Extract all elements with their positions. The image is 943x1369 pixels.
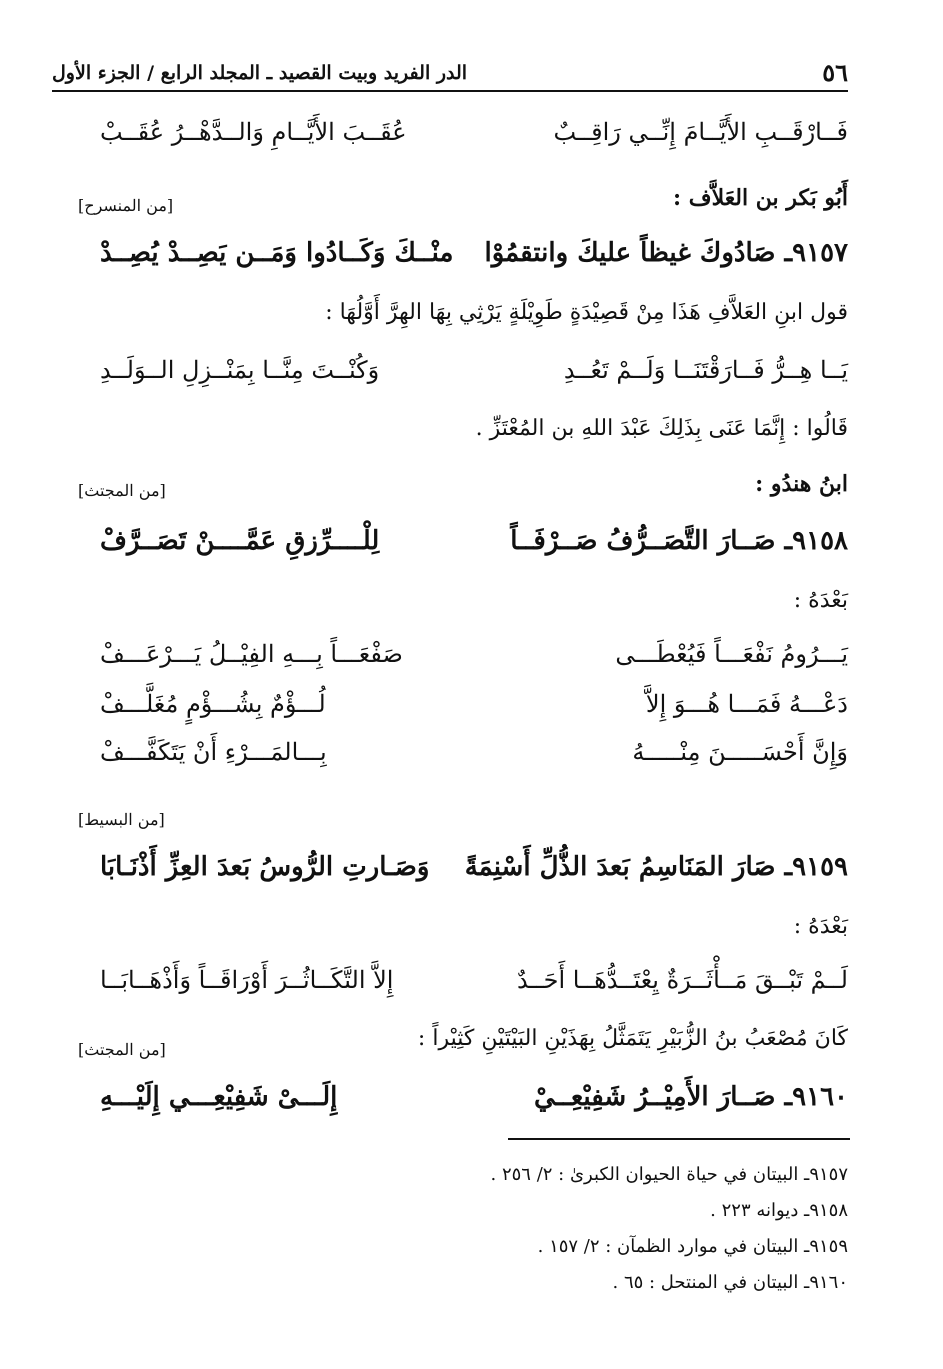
verse-line <box>100 238 848 278</box>
commentary-text: قول ابنِ العَلاَّفِ هَذَا مِنْ قَصِيْدَةٍ طَوِيْلَةٍ يَرْثِي بِهَا الهِرَّ أَوَّلُهَا : <box>325 300 848 325</box>
commentary-text: بَعْدَهُ : <box>793 914 848 939</box>
verse-second-hemistich: إِلاَّ التَّكَــاثُــرَ أَوْرَاقَــاً وَأَذْهَــابَــا <box>100 966 394 994</box>
verse-second-hemistich: بِـــالمَـــرْءِ أَنْ يَتَكَفَّـــفْ <box>100 738 327 766</box>
verse-first-hemistich: فَــارْقَــبِ الأَيَّــامَ إِنِّــي رَاقِــبٌ <box>553 118 848 146</box>
verse-second-hemistich: وَكُنْــتَ مِنَّــا بِمَنْــزِلِ الــوَلَــدِ <box>100 356 380 384</box>
verse-line <box>100 526 848 566</box>
footnote: ٩١٦٠ـ البيتان في المنتحل : ٦٥ . <box>612 1272 848 1293</box>
verse-line <box>100 738 848 778</box>
verse-line <box>100 966 848 1006</box>
commentary-text: قَالُوا : إِنَّمَا عَنَى بِذَلِكَ عَبْدَ اللهِ بن المُعْتَزِّ . <box>475 416 848 441</box>
commentary-text: بَعْدَهُ : <box>793 588 848 613</box>
verse-line <box>100 118 848 158</box>
meter-label: [من المنسرح] <box>78 196 174 215</box>
verse-first-hemistich: يَــا هِــرُّ فَــارَقْتَنَــا وَلَــمْ تَعُــدِ <box>563 356 848 384</box>
verse-line <box>100 356 848 396</box>
footnote-divider <box>508 1138 850 1140</box>
verse-line <box>100 1082 848 1122</box>
verse-first-hemistich: ٩١٥٩ـ صَارَ المَنَاسِمُ بَعدَ الذُّلِّ أَسْنِمَةً <box>464 852 848 882</box>
verse-second-hemistich: لِلْــــرِّزقِ عَمَّــــنْ تَصَــرَّفْ <box>100 526 380 556</box>
verse-line <box>100 852 848 892</box>
verse-second-hemistich: وَصَـارتِ الرُّوسُ بَعدَ العِزِّ أَذْنَـابَا <box>100 852 430 882</box>
poet-intro: أَبُو بَكر بن العَلاَّف : <box>672 185 848 211</box>
meter-label: [من المجتث] <box>78 1040 166 1059</box>
verse-second-hemistich: عُقَــبَ الأَيَّــامِ وَالــدَّهْــرُ عُقَــبْ <box>100 118 407 146</box>
verse-first-hemistich: لَــمْ تَبْــقَ مَــأْثَــرَةٌ يِعْتَــدُّهَــا أَحَــدٌ <box>516 966 848 994</box>
running-title: الدر الفريد وبيت القصيد ـ المجلد الرابع / الجزء الأول <box>52 62 468 84</box>
commentary-text: كَانَ مُصْعَبُ بنُ الزُّبَيْرِ يَتَمَثَّلُ بِهَذَيْنِ البَيْتَيْنِ كَثِيْراً : <box>417 1026 848 1051</box>
verse-second-hemistich: منْــكَ وَكَــادُوا وَمَــن يَصِــدْ يُصِــدْ <box>100 238 454 268</box>
verse-first-hemistich: يَـــرُومُ نَفْعَـــاً فَيُعْطَـــى <box>615 640 848 668</box>
poet-intro: ابنُ هندُو : <box>755 471 848 497</box>
verse-first-hemistich: دَعْـــهُ فَمَـــا هُـــوَ إِلاَّ <box>645 690 848 718</box>
verse-first-hemistich: ٩١٥٧ـ صَادُوكَ غيظاً عليكَ وانتقمُوْا <box>484 238 848 268</box>
page-header <box>52 58 848 92</box>
meter-label: [من المجتث] <box>78 481 166 500</box>
verse-first-hemistich: ٩١٦٠ـ صَــارَ الأَمِيْــرُ شَفِيْعِــيْ <box>533 1082 848 1112</box>
footnote: ٩١٥٨ـ ديوانه ٢٢٣ . <box>710 1200 848 1221</box>
page-number: ٥٦ <box>822 58 848 87</box>
verse-second-hemistich: لُـــؤْمٌ بِشُـــؤْمٍ مُغَلَّـــفْ <box>100 690 326 718</box>
meter-label: [من البسيط] <box>78 810 165 829</box>
verse-line <box>100 640 848 680</box>
verse-first-hemistich: ٩١٥٨ـ صَــارَ التَّصَــرُّفُ صَــرْفَــاً <box>510 526 848 556</box>
footnote: ٩١٥٧ـ البيتان في حياة الحيوان الكبرىٰ : ٢/ ٢٥٦ . <box>490 1164 848 1185</box>
verse-second-hemistich: إِلَـــىْ شَفِيْعِـــي إِلَيْـــهِ <box>100 1082 338 1112</box>
footnote: ٩١٥٩ـ البيتان في موارد الظمآن : ٢/ ١٥٧ . <box>537 1236 848 1257</box>
verse-line <box>100 690 848 730</box>
verse-second-hemistich: صَفْعَـــاً بِـــهِ الفِيْــلُ يَـــرْعَـــفْ <box>100 640 403 668</box>
verse-first-hemistich: وَإِنَّ أَحْسَـــــنَ مِنْـــــهُ <box>632 738 848 766</box>
